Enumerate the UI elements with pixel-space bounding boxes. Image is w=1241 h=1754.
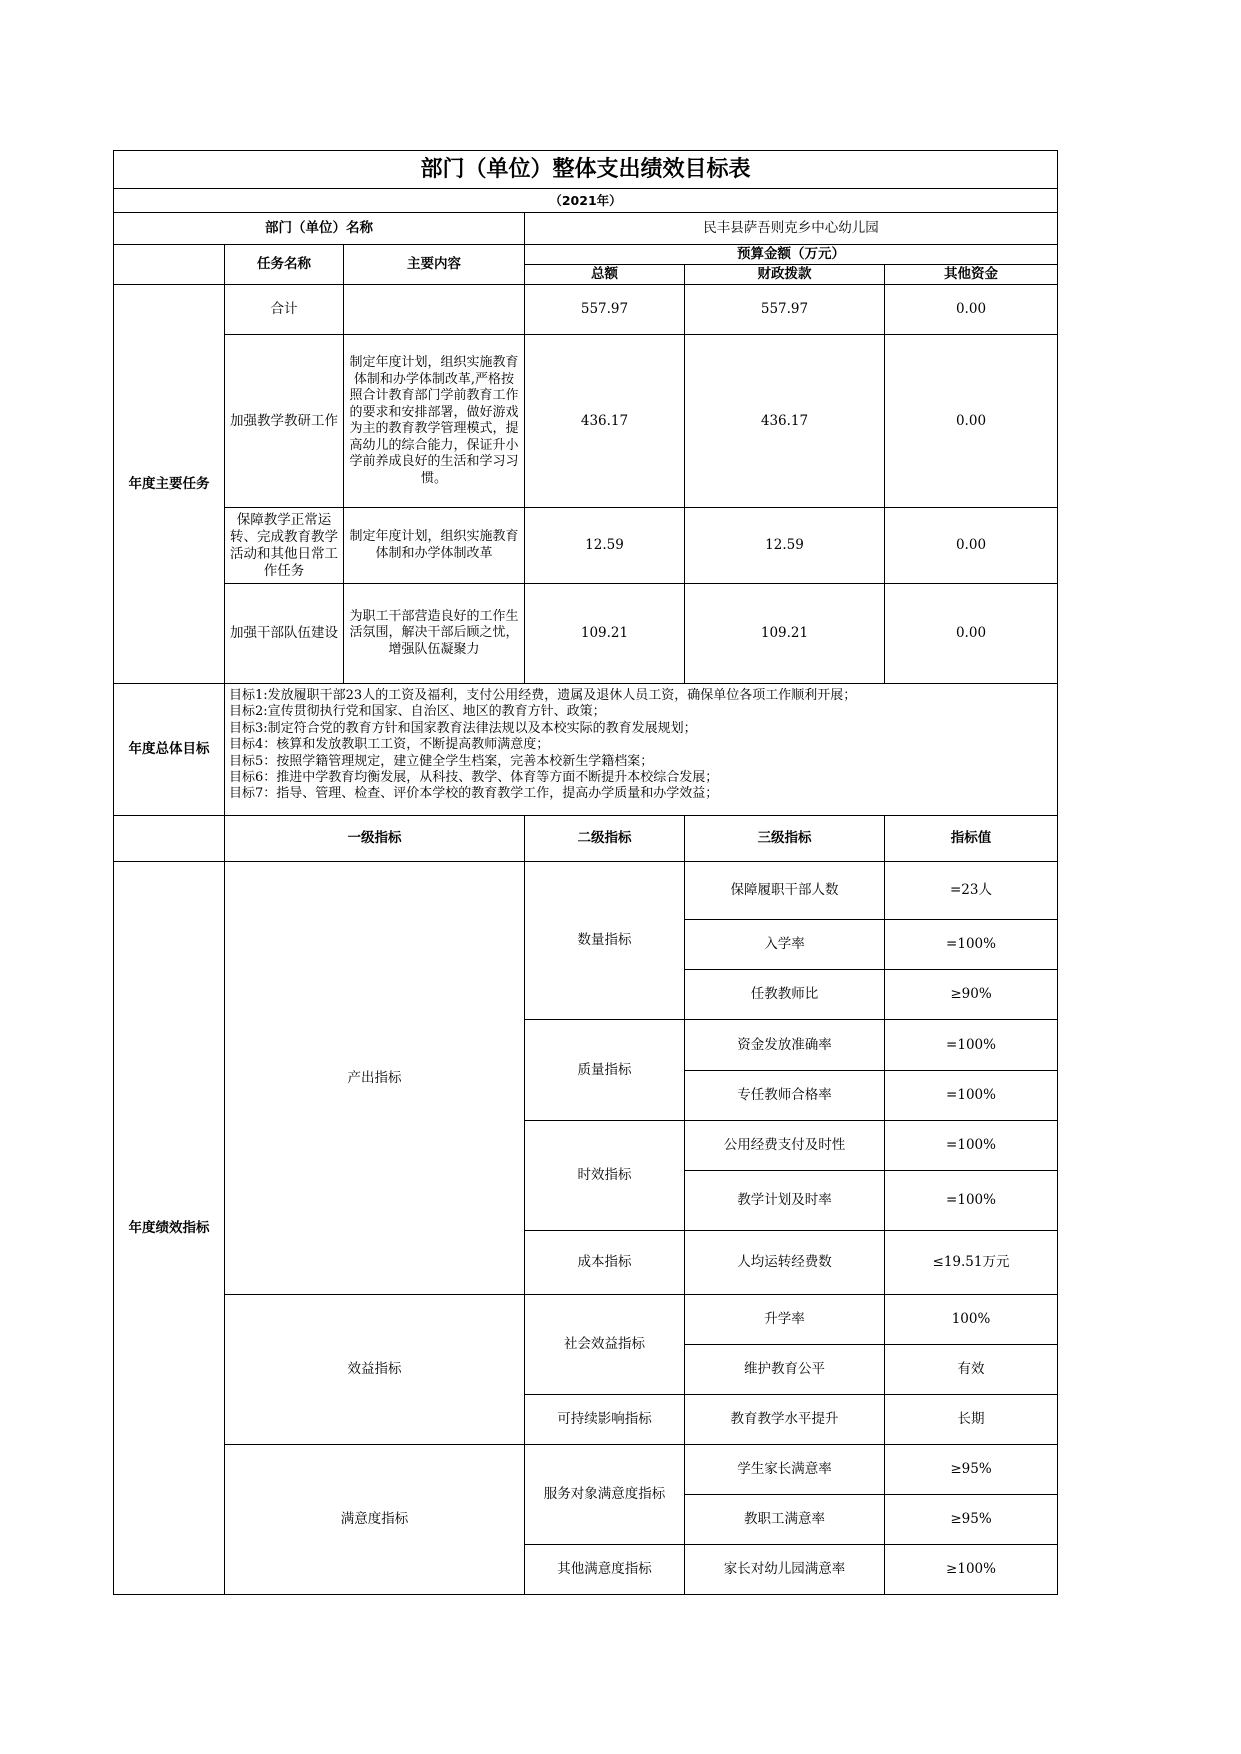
fiscal-header: 财政拨款	[685, 265, 885, 285]
indicator-value: ≥95%	[885, 1445, 1058, 1495]
indicator-name: 教学计划及时率	[685, 1171, 885, 1231]
blank-corner	[114, 245, 225, 285]
indicator-value: 100%	[885, 1295, 1058, 1345]
indicator-value: =100%	[885, 1020, 1058, 1071]
goal-line: 目标4：核算和发放教职工工资，不断提高教师满意度；	[229, 737, 550, 753]
indicator-name: 人均运转经费数	[685, 1231, 885, 1295]
task-total: 436.17	[525, 335, 685, 508]
indicator-name: 保障履职干部人数	[685, 862, 885, 920]
task-other: 0.00	[885, 584, 1058, 684]
task-fiscal: 109.21	[685, 584, 885, 684]
satisfaction-indicator: 满意度指标	[225, 1445, 525, 1595]
goal-line: 目标1:发放履职干部23人的工资及福利，支付公用经费，遗属及退休人员工资，确保单位各项工作顺利开展；	[229, 688, 857, 703]
budget-header: 预算金额（万元）	[525, 245, 1058, 265]
task-total: 557.97	[525, 285, 685, 335]
task-content	[344, 285, 525, 335]
indicator-value: 长期	[885, 1395, 1058, 1445]
indicator-row	[114, 1295, 1058, 1345]
year-label: （2021年）	[114, 189, 1058, 213]
task-fiscal: 12.59	[685, 508, 885, 584]
quantity-indicator: 数量指标	[525, 862, 685, 1020]
task-content: 制定年度计划，组织实施教育体制和办学体制改革	[344, 508, 525, 584]
indicator-name: 家长对幼儿园满意率	[685, 1545, 885, 1595]
goal-line: 目标2:宣传贯彻执行党和国家、自治区、地区的教育方针、政策；	[229, 704, 606, 720]
quality-indicator: 质量指标	[525, 1020, 685, 1121]
indicator-value: ≥100%	[885, 1545, 1058, 1595]
task-row	[114, 335, 1058, 508]
indicator-name: 教职工满意率	[685, 1495, 885, 1545]
indicator-value: =100%	[885, 1121, 1058, 1171]
task-name: 保障教学正常运转、完成教育教学活动和其他日常工作任务	[225, 508, 344, 584]
task-name: 加强干部队伍建设	[225, 584, 344, 684]
task-other: 0.00	[885, 285, 1058, 335]
indicator-row	[114, 1445, 1058, 1495]
level3-header: 三级指标	[685, 816, 885, 862]
indicator-value: ≤19.51万元	[885, 1231, 1058, 1295]
task-row	[114, 584, 1058, 684]
indicator-value: =23人	[885, 862, 1058, 920]
task-row	[114, 508, 1058, 584]
value-header: 指标值	[885, 816, 1058, 862]
other-satisfaction-indicator: 其他满意度指标	[525, 1545, 685, 1595]
task-total: 12.59	[525, 508, 685, 584]
page-title: 部门（单位）整体支出绩效目标表	[114, 151, 1058, 189]
goals-section-label: 年度总体目标	[114, 684, 225, 816]
dept-name-value: 民丰县萨吾则克乡中心幼儿园	[525, 213, 1058, 245]
indicator-row	[114, 862, 1058, 920]
task-total: 109.21	[525, 584, 685, 684]
goals-text	[225, 684, 1058, 816]
indicator-value: 有效	[885, 1345, 1058, 1395]
indicator-name: 升学率	[685, 1295, 885, 1345]
indicators-section-label: 年度绩效指标	[114, 862, 225, 1595]
goal-line: 目标6：推进中学教育均衡发展，从科技、教学、体育等方面不断提升本校综合发展；	[229, 770, 719, 786]
task-other: 0.00	[885, 335, 1058, 508]
goal-line: 目标3:制定符合党的教育方针和国家教育法律法规以及本校实际的教育发展规划；	[229, 720, 697, 736]
cost-indicator: 成本指标	[525, 1231, 685, 1295]
blank-cell	[114, 816, 225, 862]
indicator-name: 资金发放准确率	[685, 1020, 885, 1071]
indicator-name: 任教教师比	[685, 970, 885, 1020]
dept-name-label: 部门（单位）名称	[114, 213, 525, 245]
indicator-value: =100%	[885, 920, 1058, 970]
indicator-name: 学生家长满意率	[685, 1445, 885, 1495]
task-fiscal: 436.17	[685, 335, 885, 508]
indicator-name: 公用经费支付及时性	[685, 1121, 885, 1171]
indicator-name: 维护教育公平	[685, 1345, 885, 1395]
total-header: 总额	[525, 265, 685, 285]
task-fiscal: 557.97	[685, 285, 885, 335]
goal-line: 目标5：按照学籍管理规定，建立健全学生档案，完善本校新生学籍档案；	[229, 753, 654, 769]
social-benefit-indicator: 社会效益指标	[525, 1295, 685, 1395]
indicator-name: 入学率	[685, 920, 885, 970]
task-content: 为职工干部营造良好的工作生活氛围，解决干部后顾之忧，增强队伍凝聚力	[344, 584, 525, 684]
task-other: 0.00	[885, 508, 1058, 584]
indicator-value: =100%	[885, 1171, 1058, 1231]
tasks-section-label: 年度主要任务	[114, 285, 225, 684]
task-name: 合计	[225, 285, 344, 335]
indicator-name: 专任教师合格率	[685, 1071, 885, 1121]
goal-line: 目标7：指导、管理、检查、评价本学校的教育教学工作，提高办学质量和办学效益；	[229, 786, 719, 802]
indicator-name: 教育教学水平提升	[685, 1395, 885, 1445]
indicator-value: ≥95%	[885, 1495, 1058, 1545]
timeliness-indicator: 时效指标	[525, 1121, 685, 1231]
indicator-value: ≥90%	[885, 970, 1058, 1020]
task-content: 制定年度计划，组织实施教育体制和办学体制改革,严格按照合计教育部门学前教育工作的要求和安排部署，做好游戏为主的教育教学管理模式，提高幼儿的综合能力，保证升小学前养成良好的生活和学习习惯。	[344, 335, 525, 508]
output-indicator: 产出指标	[225, 862, 525, 1295]
benefit-indicator: 效益指标	[225, 1295, 525, 1445]
level1-header: 一级指标	[225, 816, 525, 862]
task-name-header: 任务名称	[225, 245, 344, 285]
main-content-header: 主要内容	[344, 245, 525, 285]
indicator-value: =100%	[885, 1071, 1058, 1121]
level2-header: 二级指标	[525, 816, 685, 862]
sustainability-indicator: 可持续影响指标	[525, 1395, 685, 1445]
task-name: 加强教学教研工作	[225, 335, 344, 508]
performance-target-table	[113, 150, 1058, 1595]
task-row	[114, 285, 1058, 335]
other-header: 其他资金	[885, 265, 1058, 285]
service-satisfaction-indicator: 服务对象满意度指标	[525, 1445, 685, 1545]
